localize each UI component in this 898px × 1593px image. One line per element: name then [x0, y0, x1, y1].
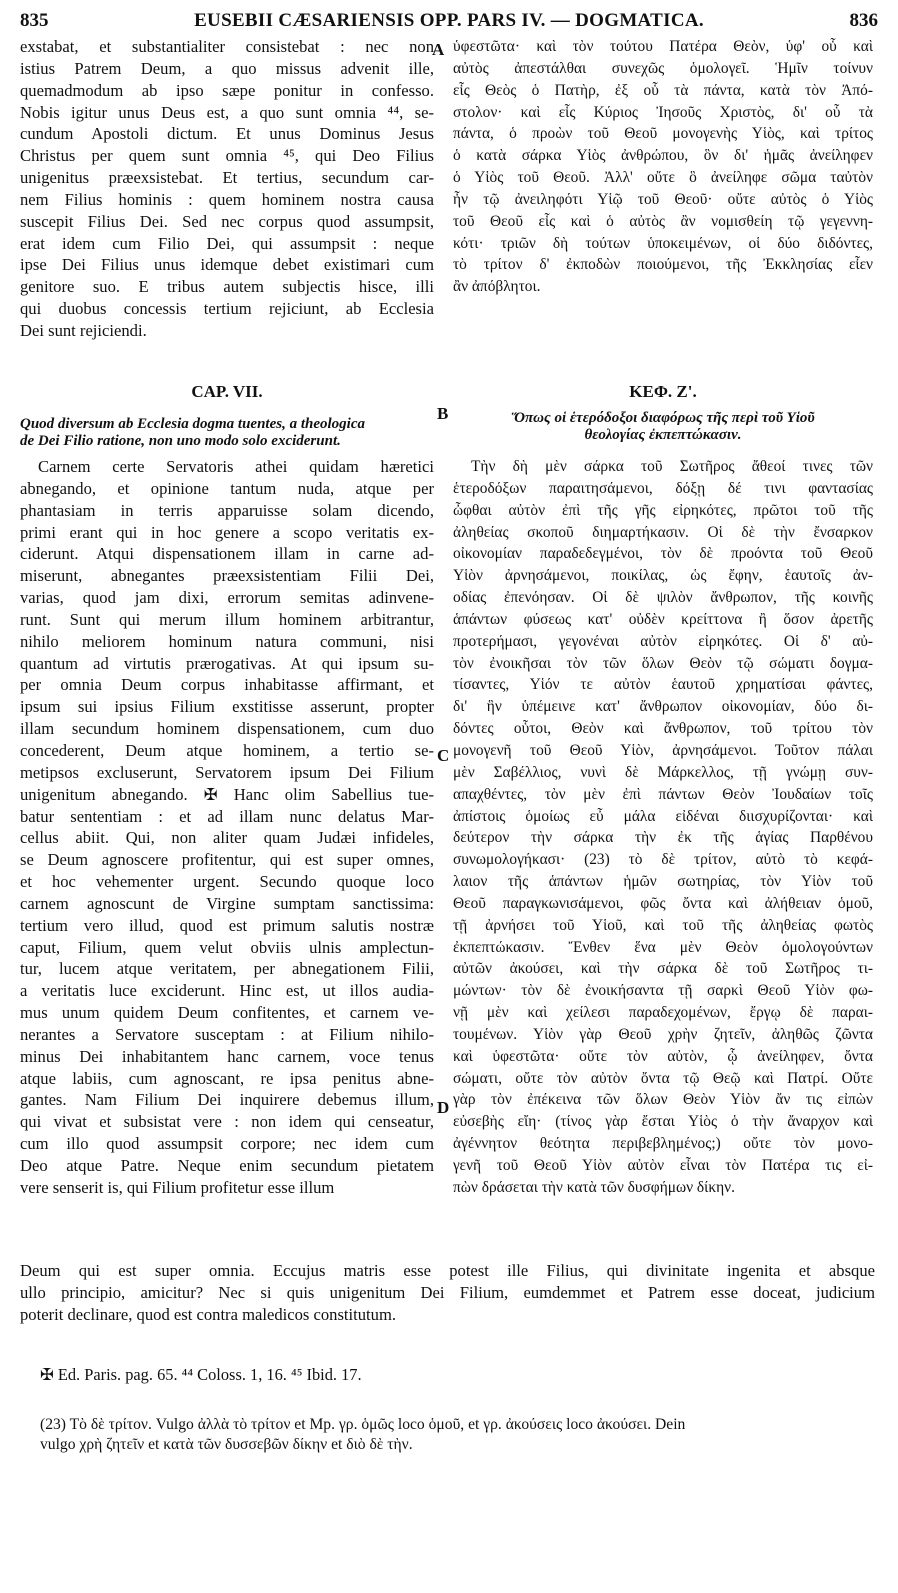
latin-text-line: ciderunt. Atqui dispensationem illam in carne ad- — [20, 544, 434, 564]
greek-text-line: σώματι, οὔτε τὸν αὐτὸν ὄντα τῷ Θεῷ καὶ Πατρί. Οὔτε — [453, 1069, 873, 1087]
latin-column-top — [20, 36, 434, 342]
latin-text-line: cum illo quod assumpsit corpore; nec idem cum — [20, 1134, 434, 1154]
latin-text-line: batur sententiam : et ad illam nunc delatus Mar- — [20, 806, 434, 826]
latin-text-line: ipsum sui ipsius Filium exstitisse asserunt, propter — [20, 697, 434, 717]
greek-text-line: απαχθέντες, τὸν μὲν ἐπὶ πάντων Θεὸν Ἰουδαίων τοῖς — [453, 785, 873, 803]
latin-text-line: per omnia Deum corpus inhabitasse affirmant, et — [20, 675, 434, 695]
critical-note-line: vulgo χρὴ ζητεῖν et κατὰ τῶν δυσσεβῶν δίκην et διὸ δὲ τὴν. — [40, 1436, 413, 1453]
running-header — [20, 10, 878, 36]
greek-text-line: τὸ τρίτον δ' ἐκποδὼν ποιούμενοι, τῆς Ἐκκλησίας εἶεν — [453, 256, 873, 274]
latin-text-line: Deo atque Patre. Neque enim secundum pietatem — [20, 1156, 434, 1175]
greek-text-line: κότι· τριῶν δὴ τούτων ὑποκειμένων, οἱ δύο διδόντες, — [453, 234, 873, 252]
latin-text-line: carnem agnoscunt de Virgine sumptam sanctissima: — [20, 893, 434, 913]
greek-text-line: ἀπίστοις ὁμοίως εὖ μάλα εἰδέναι διισχυρίζονται· καὶ — [453, 807, 873, 825]
greek-text-line: ὁ Υἱὸς τοῦ Θεοῦ. Ἀλλ' οὔτε ὃ ἀνείληφε σῶμα ταὐτὸν — [453, 169, 873, 187]
latin-text-line: Dei sunt rejiciendi. — [20, 320, 147, 340]
greek-text-line: ὑφεστῶτα· καὶ τὸν τούτου Πατέρα Θεὸν, ὑφ' οὗ καὶ — [453, 38, 873, 55]
greek-text-line: ὦφθαι αὐτὸν ἐπὶ τῆς γῆς εἰρηκότες, πρῶτοι τοῦ τῆς — [453, 501, 873, 519]
latin-text-line: Carnem certe Servatoris athei quidam hæretici — [38, 457, 434, 476]
latin-text-line: ipse Dei Filius unus idemque debet existimari cum — [20, 255, 434, 275]
greek-text-line: τὸν ἐνοικῆσαι τὸν τῶν ὅλων Θεὸν τῷ σώματι δογμα- — [453, 654, 873, 672]
greek-text-line: νῇ μὲν καὶ χείλεσι παραδεχομένων, ἔργῳ δὲ παραι- — [453, 1004, 873, 1022]
greek-text-line: αὐτὸς ἀπεστάλθαι συνεχῶς ὁμολογεῖ. Ἡμῖν τοίνυν — [453, 59, 873, 77]
greek-text-line: αὐτῶν ἀκούσει, καὶ τὴν σάρκα δὲ τοῦ Σωτῆρος τι- — [453, 960, 873, 978]
latin-text-line: vere senserit is, qui Filium profitetur esse illum — [20, 1177, 335, 1197]
greek-text-line: τῇ ἀρνήσει τοῦ Υἱοῦ, καὶ τοῦ τῆς ἀληθείας φωτὸς — [453, 916, 873, 934]
margin-letter-b: B — [437, 404, 449, 423]
greek-text-line: ἦν τῷ ἀνειληφότι Υἱῷ τοῦ Θεοῦ· οὔτε αὐτὸς ὁ Υἱὸς — [453, 190, 873, 208]
page-number-left: 835 — [20, 10, 49, 31]
latin-text-line: unigenitus præexsistebat. Et tertius, secundum car- — [20, 168, 434, 188]
latin-text-line: nihilo meliorem hominum natura communi, nisi — [20, 631, 434, 651]
greek-text-line: οἰκονομίαν παραδεδεγμένοι, τὸν δὲ προόντα τοῦ Θεοῦ — [453, 545, 873, 563]
latin-text-line: nem Filius hominis : quem hominem nostra causa — [20, 189, 434, 209]
greek-text-line: τουμένων. Υἱὸν γὰρ Θεοῦ χρὴν ζητεῖν, ἀληθῶς ζῶντα — [453, 1025, 873, 1043]
latin-text-line: mus unum quidem Deum confitentes, et carnem ve- — [20, 1003, 434, 1023]
greek-text-line: εἷς Θεὸς ὁ Πατὴρ, ἐξ οὗ τὰ πάντα, κατὰ τὸν Ἀπό- — [453, 81, 873, 99]
latin-full-width-tail — [20, 1260, 875, 1326]
latin-text-line: tertium vero illud, quod est primum salutis nostræ — [20, 915, 434, 935]
greek-text-line: μὲν Σαβέλλιος, νυνὶ δὲ Μάρκελλος, τῇ γνώμῃ συν- — [453, 763, 873, 781]
greek-text-line: λαιον τῆς ἁπάντων ἡμῶν σωτηρίας, τὸν Υἱὸν τοῦ — [453, 873, 873, 891]
latin-text-line: qui duobus concessis tertium rejiciunt, ab Ecclesia — [20, 299, 434, 319]
chapter-summary-greek — [453, 410, 873, 444]
greek-text-line: Τὴν δὴ μὲν σάρκα τοῦ Σωτῆρος ἄθεοί τινες τῶν — [471, 458, 873, 475]
greek-text-line: ἂν ἀπόβλητοι. — [453, 278, 541, 296]
greek-column-body — [453, 456, 873, 1199]
greek-text-line: πὼν δράσεται τὴν κατὰ τῶν δυσφήμων δίκην. — [453, 1178, 735, 1196]
greek-text-line: μονογενῆ τοῦ Θεοῦ Υἱὸν, ἀρνησάμενοι. Τοῦτον πάλαι — [453, 741, 873, 759]
critical-notes — [40, 1415, 875, 1455]
latin-text-line: cundum Apostoli dictum. Et unus Dominus Jesus — [20, 124, 434, 144]
latin-text-line: minus Dei inhabitantem hanc carnem, voce tenus — [20, 1046, 434, 1066]
latin-text-line: Christus per quem sunt omnia ⁴⁵, qui Deo Filius — [20, 146, 434, 166]
greek-text-line: συνωμολογήκασι· (23) τὸ δὲ τρίτον, αὐτὸ τὸ κεφά- — [453, 851, 873, 869]
greek-text-line: στολον· καὶ εἷς Κύριος Ἰησοῦς Χριστὸς, δι' οὗ τὰ — [453, 103, 873, 121]
summary-greek-line: θεολογίας ἐκπεπτώκασιν. — [584, 427, 742, 443]
footnote-references: ✠ Ed. Paris. pag. 65. ⁴⁴ Coloss. 1, 16. ⁴⁵ Ibid. 17. — [40, 1365, 362, 1384]
latin-text-line: quemadmodum ab ipso sæpe ponitur in confesso. — [20, 80, 434, 100]
latin-text-line: a veritatis luce exciderunt. Hinc est, ut illos audia- — [20, 981, 434, 1001]
greek-text-line: ἁπάντων φύσεως κατ' οὐδὲν κρείττονα ἢ ὅσον ἀρετῆς — [453, 610, 873, 628]
latin-text-line: caput, Filium, quem velut obviis ulnis amplectun- — [20, 937, 434, 957]
greek-text-line: ἐκπεπτώκασιν. Ἔνθεν ἕνα μὲν Θεὸν ὁμολογούντων — [453, 938, 873, 956]
latin-text-line: Nobis igitur unus Deus est, a quo sunt omnia ⁴⁴, se- — [20, 102, 434, 122]
latin-text-line: concederent, Deum atque hominem, a tertio se- — [20, 740, 434, 760]
latin-text-line: varias, quod jam dixi, errorum semitas adinvene- — [20, 588, 434, 608]
latin-text-line: runt. Sunt qui merum illum hominem arbitrantur, — [20, 609, 434, 629]
latin-text-line: gantes. Nam Filium Dei inquirere debemus illum, — [20, 1090, 434, 1110]
greek-text-line: γενῆ τοῦ Θεοῦ Υἱὸν αὐτὸν εἶναι τὸν Πατέρα τις εἰ- — [453, 1157, 873, 1174]
greek-text-line: ὁ κατὰ σάρκα Υἱὸς ἀνθρώπου, ὃν δι' ἡμᾶς ἀνείληφεν — [453, 147, 873, 165]
latin-text-line: se Deum agnoscere profitentur, qui est super omnes, — [20, 850, 434, 870]
latin-text-line: phantasiam in terris apparuisse solam dicendo, — [20, 500, 434, 520]
margin-letter-a: A — [432, 40, 445, 59]
greek-text-line: ἑτεροδόξων παραιτησάμενοι, δόξῃ δέ τινι φαντασίας — [453, 479, 873, 497]
greek-text-line: τίσαντες, Υἱόν τε αὐτὸν ἑαυτοῦ χρηματίσαι φάντες, — [453, 676, 873, 694]
greek-text-line: ἀληθείας σκοποῦ διημαρτήκασιν. Οἱ δὲ τὴν ἔνσαρκον — [453, 523, 873, 541]
page-number-right: 836 — [849, 10, 878, 31]
critical-note-line: (23) Τὸ δὲ τρίτον. Vulgo ἀλλὰ τὸ τρίτον et Mp. γρ. ὁμῶς loco ὁμοῦ, et γρ. ἀκούσεις loco ἀκούσει. Dein — [40, 1416, 686, 1433]
latin-text-line: atque labiis, cum agnoscant, re ipsa penitus abne- — [20, 1068, 434, 1088]
greek-text-line: προτερήμασι, γεγονέναι αὐτὸν εἰρηκότες. Οἱ δ' αὐ- — [453, 632, 873, 650]
greek-column-top — [453, 36, 873, 298]
latin-text-line: suscepit Filius Dei. Sed nec corpus quod assumpsit, — [20, 211, 434, 231]
latin-text-line: cellus abiit. Qui, non aliter quam Judæi infideles, — [20, 828, 434, 848]
greek-text-line: οδίας ἐπενόησαν. Οἱ δὲ ψιλὸν ἄνθρωπον, τῆς κοινῆς — [453, 589, 873, 607]
greek-text-line: ἀγέννητον θεότητα περιβεβλημένος;) οὔτε τὸν μονο- — [453, 1135, 873, 1153]
latin-tail-line: poterit declinare, quod est contra maledicos constitutum. — [20, 1304, 397, 1324]
latin-text-line: erat idem cum Filio Dei, qui assumpsit : neque — [20, 233, 434, 253]
latin-text-line: illam secundum hominem dispensationem, cum duo — [20, 719, 434, 739]
greek-text-line: Θεοῦ παραγκωνισάμενοι, φῶς ὄντα καὶ ἀλήθειαν ὁμοῦ, — [453, 894, 873, 912]
greek-text-line: Υἱὸν ἀρνησάμενοι, ποικίλας, ὡς ἔφην, ἑαυτοῖς ἀν- — [453, 567, 873, 585]
latin-text-line: qui vivat et subsistat vere : non idem qui censeatur, — [20, 1112, 434, 1132]
running-title: EUSEBII CÆSARIENSIS OPP. PARS IV. — DOGMATICA. — [194, 10, 704, 31]
margin-letter-c: C — [437, 746, 450, 765]
greek-text-line: γὰρ τὸν ἐπέκεινα τῶν ὅλων Θεὸν Υἱὸν ἄν τις εἰπὼν — [453, 1091, 873, 1109]
chapter-heading-latin: CAP. VII. — [191, 382, 263, 401]
latin-tail-line: Deum qui est super omnia. Eccujus matris esse potest ille Filius, qui divinitate ingenita et absque — [20, 1261, 875, 1280]
chapter-summary-latin — [20, 416, 434, 450]
latin-text-line: primi erant qui in hoc genere a scopo veritatis ex- — [20, 522, 434, 542]
latin-text-line: et hoc vehementer urgent. Secundo quoque loco — [20, 872, 434, 892]
summary-latin-line: de Dei Filio ratione, non uno modo solo exciderunt. — [20, 433, 341, 449]
latin-text-line: istius Patrem Deum, a quo missus advenit ille, — [20, 58, 434, 78]
greek-text-line: δεύτερον τὴν σάρκα τὴν ἐκ τῆς ἁγίας Παρθένου — [453, 829, 873, 847]
summary-latin-line: Quod diversum ab Ecclesia dogma tuentes, a theologica — [20, 416, 365, 432]
latin-text-line: abnegando, et opinione tantum nuda, atque per — [20, 478, 434, 498]
margin-letter-d: D — [437, 1098, 450, 1117]
latin-text-line: quantum ad virtutis prærogativas. At qui ipsum su- — [20, 653, 434, 673]
latin-tail-line: ullo principio, amicitur? Nec si quis unigenitum Dei Filium, eumdemmet et Patrem esse doceat, judicium — [20, 1282, 875, 1302]
latin-text-line: metipsos excluserunt, Servatorem ipsum Dei Filium — [20, 762, 434, 782]
latin-text-line: miserunt, abnegantes præexsistentiam Filii Dei, — [20, 566, 434, 586]
greek-text-line: μώντων· τὸν δὲ ἐνοικήσαντα τῇ σαρκὶ Θεοῦ Υἱὸν φω- — [453, 982, 873, 1000]
greek-text-line: πάντα, ὁ προὼν τοῦ Θεοῦ μονογενὴς Υἱὸς, καὶ τρίτος — [453, 125, 873, 143]
latin-text-line: exstabat, et substantialiter consistebat : nec non — [20, 37, 434, 56]
greek-text-line: τοῦ Θεοῦ εἷς καὶ ὁ αὐτὸς ἂν νομισθείη τῷ γεγεννη- — [453, 212, 873, 230]
summary-greek-line: Ὅπως οἱ ἑτερόδοξοι διαφόρως τῆς περὶ τοῦ Υἱοῦ — [511, 410, 815, 426]
greek-text-line: εὐσεβὴς εἴη· (τίνος γὰρ ἔσται Υἱὸς ὁ τὴν ἄναρχον καὶ — [453, 1113, 873, 1131]
greek-text-line: καὶ ὑφεστῶτα· οὔτε τὸν αὐτὸν, ᾧ ἀνείληφεν, ὄντα — [453, 1047, 873, 1065]
latin-column-body — [20, 456, 434, 1199]
latin-text-line: unigenitum abnegando. ✠ Hanc olim Sabellius tue- — [20, 784, 434, 804]
latin-text-line: nerantes a Servatore susceptam : at Filium nihilo- — [20, 1024, 434, 1044]
latin-text-line: genitore suo. E tribus autem subjectis hisce, illi — [20, 277, 434, 297]
latin-text-line: tur, lucem atque veritatem, per abnegationem Filii, — [20, 959, 434, 979]
greek-text-line: δι' ἣν ὑπέμεινε κατ' ἄνθρωπον οἰκονομίαν, δύο δι- — [453, 698, 873, 716]
chapter-heading-greek: ΚΕΦ. Ζ'. — [629, 382, 697, 401]
greek-text-line: δόντες οὗτοι, Θεὸν καὶ ἄνθρωπον, τοῦ τρίτου τὸν — [453, 720, 873, 738]
